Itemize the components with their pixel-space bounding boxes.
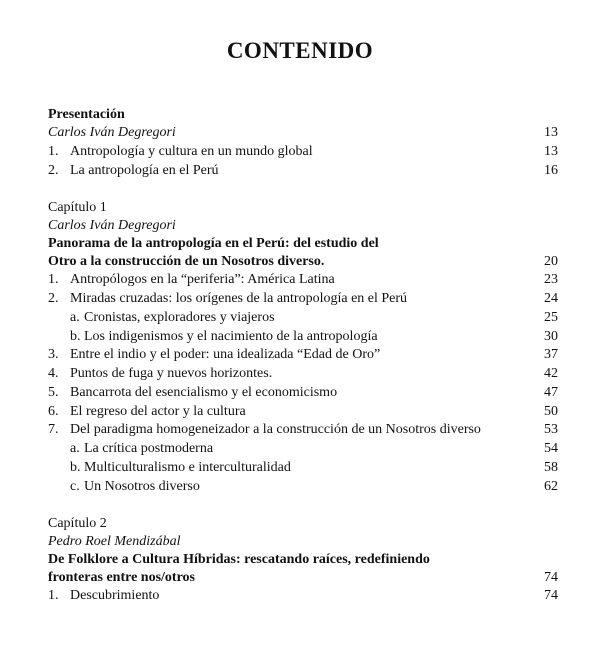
entry-number: 1. xyxy=(48,144,59,159)
author-name: Carlos Iván Degregori xyxy=(48,125,176,140)
toc-entry xyxy=(48,290,558,308)
entry-label: Antropología y cultura en un mundo global xyxy=(70,144,313,159)
page-number: 30 xyxy=(544,329,558,344)
entry-label: Los indigenismos y el nacimiento de la antropología xyxy=(84,329,378,344)
entry-label: Antropólogos en la “periferia”: América Latina xyxy=(70,272,335,287)
chapter-2-title-line2: fronteras entre nos/otros 74 xyxy=(48,570,558,585)
page-number: 16 xyxy=(544,163,558,178)
toc-entry xyxy=(48,403,558,421)
entry-label: El regreso del actor y la cultura xyxy=(70,404,246,419)
entry-label: Del paradigma homogeneizador a la construcción de un Nosotros diverso xyxy=(70,422,481,437)
toc-entry xyxy=(48,271,558,289)
page-number: 13 xyxy=(544,125,558,140)
entry-number: a. xyxy=(70,441,80,456)
toc-entry xyxy=(48,346,558,364)
toc-subentry xyxy=(48,478,558,496)
entry-number: 1. xyxy=(48,588,59,603)
entry-label: La antropología en el Perú xyxy=(70,163,219,178)
entry-label: Miradas cruzadas: los orígenes de la antropología en el Perú xyxy=(70,291,408,306)
page-number: 25 xyxy=(544,310,558,325)
entry-number: b. xyxy=(70,329,81,344)
entry-label: Multiculturalismo e interculturalidad xyxy=(84,460,291,475)
entry-label: Entre el indio y el poder: una idealizada “Edad de Oro” xyxy=(70,347,381,362)
page-title: CONTENIDO xyxy=(226,38,374,63)
page-number: 74 xyxy=(544,588,558,603)
page-number: 24 xyxy=(544,291,558,306)
entry-number: a. xyxy=(70,310,80,325)
page-number: 37 xyxy=(544,347,558,362)
toc-entry xyxy=(48,587,558,605)
entry-label: Bancarrota del esencialismo y el economicismo xyxy=(70,385,338,400)
page-number: 58 xyxy=(544,460,558,475)
page-number: 74 xyxy=(544,570,558,585)
entry-number: 6. xyxy=(48,404,59,419)
toc-entry xyxy=(48,421,558,439)
entry-number: 3. xyxy=(48,347,59,362)
toc-subentry xyxy=(48,309,558,327)
chapter-1-label: Capítulo 1 xyxy=(48,200,107,215)
chapter-1-title-line2: Otro a la construcción de un Nosotros diverso. 20 xyxy=(48,254,558,269)
entry-number: 5. xyxy=(48,385,59,400)
entry-number: 4. xyxy=(48,366,59,381)
entry-number: c. xyxy=(70,479,80,494)
entry-number: b. xyxy=(70,460,81,475)
entry-label: Descubrimiento xyxy=(70,588,160,603)
entry-label: Cronistas, exploradores y viajeros xyxy=(84,310,275,325)
entry-label: Puntos de fuga y nuevos horizontes. xyxy=(70,366,273,381)
toc-entry xyxy=(48,365,558,383)
toc-entry xyxy=(48,162,558,180)
entry-number: 1. xyxy=(48,272,59,287)
page-number: 20 xyxy=(544,254,558,269)
entry-label: La crítica postmoderna xyxy=(84,441,214,456)
page-number: 53 xyxy=(544,422,558,437)
page-number: 13 xyxy=(544,144,558,159)
chapter-1-title-line1: Panorama de la antropología en el Perú: del estudio del xyxy=(48,236,379,251)
presentacion-author-row xyxy=(48,124,558,142)
presentacion-heading: Presentación xyxy=(48,107,125,122)
entry-number: 7. xyxy=(48,422,59,437)
chapter-2-author: Pedro Roel Mendizábal xyxy=(48,534,181,549)
entry-number: 2. xyxy=(48,291,59,306)
chapter-2-label: Capítulo 2 xyxy=(48,516,107,531)
page-number: 23 xyxy=(544,272,558,287)
entry-label: Un Nosotros diverso xyxy=(84,479,200,494)
page-number: 42 xyxy=(544,366,558,381)
page-number: 50 xyxy=(544,404,558,419)
toc-entry xyxy=(48,143,558,161)
chapter-1-author: Carlos Iván Degregori xyxy=(48,218,176,233)
page-number: 62 xyxy=(544,479,558,494)
toc-subentry xyxy=(48,328,558,346)
entry-number: 2. xyxy=(48,163,59,178)
page-number: 47 xyxy=(544,385,558,400)
chapter-2-title-line1: De Folklore a Cultura Híbridas: rescatando raíces, redefiniendo xyxy=(48,552,430,567)
toc-subentry xyxy=(48,459,558,477)
toc-subentry xyxy=(48,440,558,458)
toc-entry xyxy=(48,384,558,402)
page-number: 54 xyxy=(544,441,558,456)
